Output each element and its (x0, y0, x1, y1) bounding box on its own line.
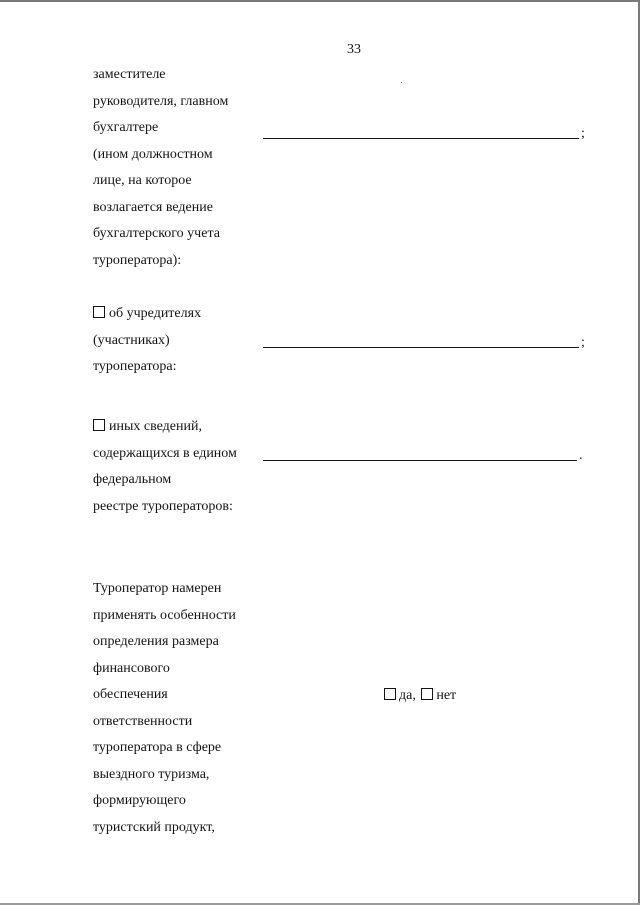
accountant-blank-end: ; (581, 126, 585, 141)
intent-line-8: выездного туризма, (93, 766, 210, 782)
intent-label (93, 576, 263, 841)
accountant-line-4: (ином должностном (93, 146, 213, 162)
accountant-blank-line (263, 138, 579, 139)
accountant-line-3: бухгалтере (93, 120, 159, 135)
yes-option-label: да, (399, 688, 416, 703)
other-line-1-text: иных сведений, (109, 419, 202, 434)
accountant-line-7: бухгалтерского учета (93, 226, 220, 241)
accountant-line-6: возлагается ведение (93, 199, 213, 215)
other-info-label (93, 414, 263, 520)
page-edge-top (0, 0, 640, 2)
accountant-line-1: заместителе (93, 67, 166, 82)
accountant-line-5: лице, на которое (93, 173, 192, 188)
intent-line-4: финансового (93, 660, 170, 676)
accountant-label (93, 62, 263, 274)
other-line-1 (93, 414, 263, 441)
yes-checkbox[interactable] (384, 688, 396, 700)
other-info-fill-blank[interactable] (263, 445, 593, 461)
founders-line-1 (93, 301, 263, 328)
accountant-fill-blank[interactable] (263, 123, 593, 139)
founders-line-1-text: об учредителях (109, 306, 202, 321)
founders-line-3: туроператора: (93, 359, 177, 374)
founders-line-2: (участниках) (93, 332, 170, 348)
other-line-3: федеральном (93, 472, 172, 487)
intent-line-5: обеспечения (93, 687, 168, 702)
other-blank-line (263, 460, 577, 461)
intent-line-2: применять особенности (93, 607, 236, 623)
other-line-4: реестре туроператоров: (93, 498, 233, 514)
founders-label (93, 301, 263, 381)
accountant-line-8: туроператора): (93, 252, 182, 268)
page-number: 33 (347, 42, 361, 57)
accountant-line-2: руководителя, главном (93, 93, 229, 109)
scan-speck (401, 82, 402, 83)
founders-checkbox[interactable] (93, 306, 105, 318)
other-line-2: содержащихся в едином (93, 445, 237, 461)
intent-line-1: Туроператор намерен (93, 581, 222, 596)
intent-line-7: туроператора в сфере (93, 740, 222, 755)
founders-blank-line (263, 347, 579, 348)
founders-blank-end: ; (581, 335, 585, 350)
founders-fill-blank[interactable] (263, 332, 593, 348)
no-checkbox[interactable] (421, 688, 433, 700)
intent-line-9: формирующего (93, 793, 186, 808)
intent-answer (384, 688, 456, 704)
intent-line-3: определения размера (93, 634, 219, 649)
intent-line-10: туристский продукт, (93, 819, 215, 835)
other-blank-end: . (579, 448, 583, 463)
other-info-checkbox[interactable] (93, 419, 105, 431)
no-option-label: нет (436, 688, 457, 703)
intent-line-6: ответственности (93, 713, 193, 729)
